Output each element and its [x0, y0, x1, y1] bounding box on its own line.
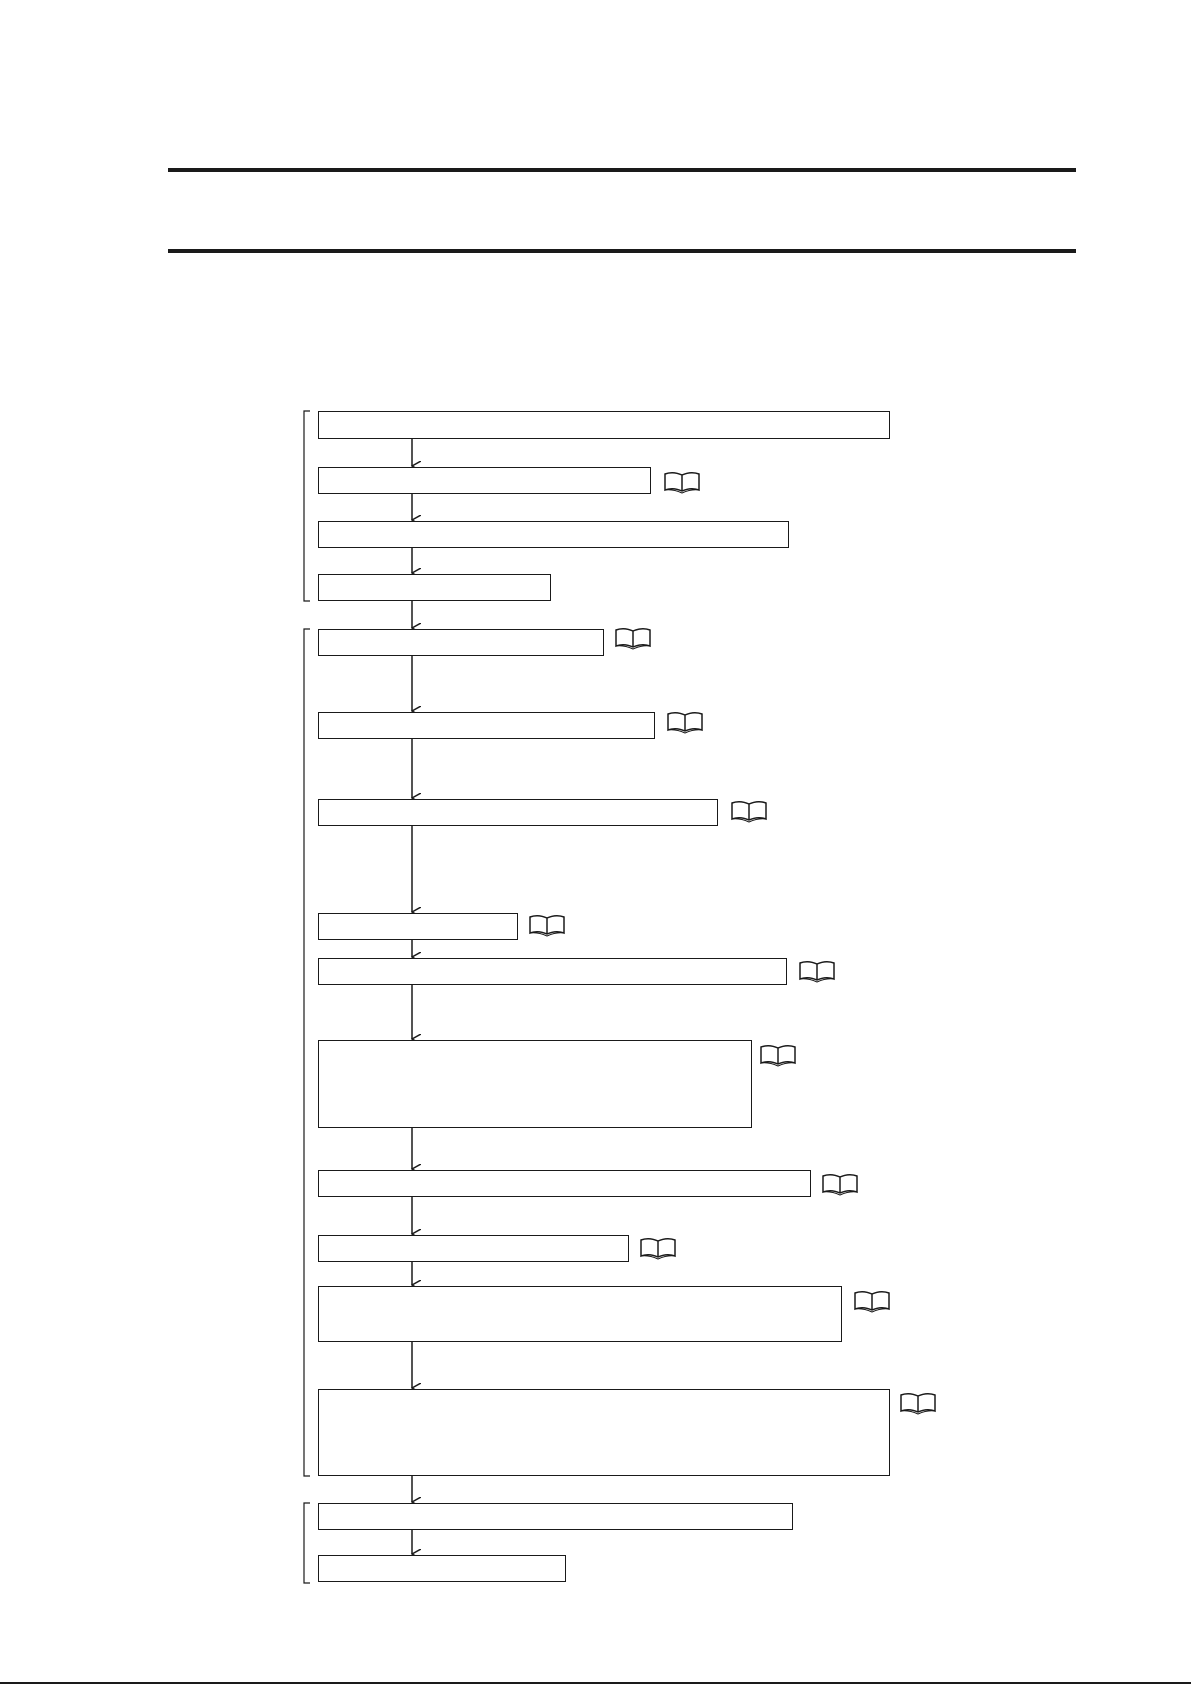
page-bottom-edge — [0, 1682, 1191, 1684]
step-1-box — [318, 411, 890, 439]
step-5-box — [318, 629, 604, 656]
step-3-box — [318, 521, 789, 548]
step-14-box — [318, 1389, 890, 1476]
step-7-box — [318, 799, 718, 826]
group-bracket-2 — [304, 629, 310, 1476]
step-4-box — [318, 574, 551, 601]
step-13-box — [318, 1286, 842, 1342]
step-8-box — [318, 913, 518, 940]
step-9-box — [318, 958, 787, 985]
step-15-box — [318, 1503, 793, 1530]
group-bracket-3 — [304, 1503, 310, 1583]
step-6-box — [318, 712, 655, 739]
group-bracket-1 — [304, 411, 310, 601]
step-16-box — [318, 1555, 566, 1582]
step-12-box — [318, 1235, 629, 1262]
step-10-box — [318, 1040, 752, 1128]
step-11-box — [318, 1170, 811, 1197]
step-2-box — [318, 467, 651, 494]
